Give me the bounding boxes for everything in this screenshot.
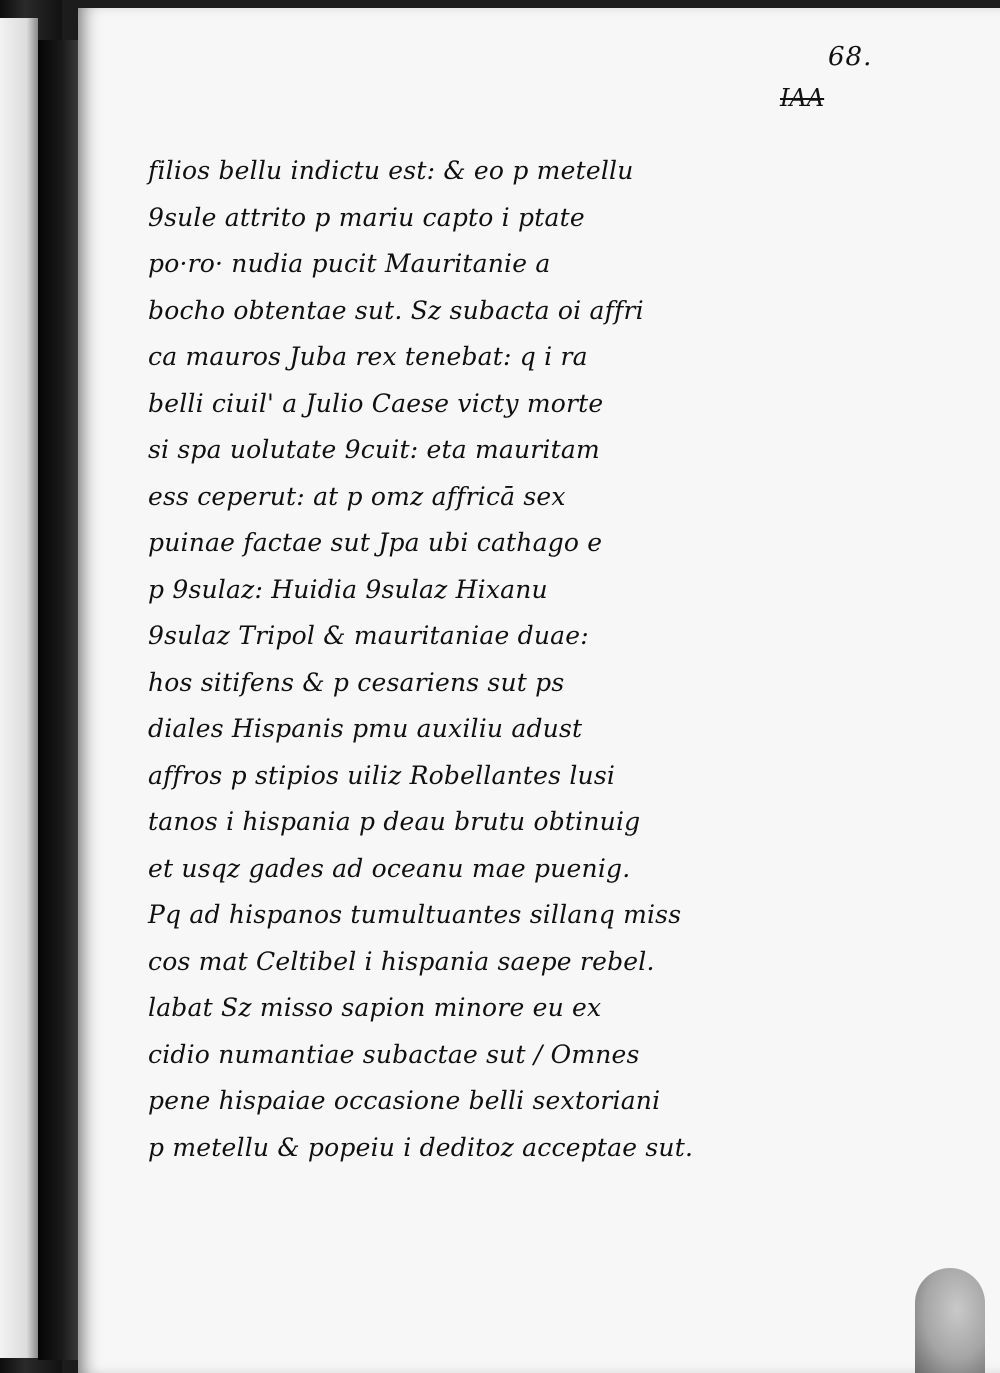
struck-folio-number: IAA [780, 84, 825, 112]
text-line: 9sulaz Tripol & mauritaniae duae: [148, 621, 589, 650]
text-line: 9sule attrito p mariu capto i ptate [148, 202, 585, 232]
text-line: cos mat Celtibel i hispania saepe rebel. [148, 946, 655, 976]
text-line: hos sitifens & p cesariens sut ps [148, 667, 565, 697]
text-line: si spa uolutate 9cuit: eta mauritam [148, 435, 600, 464]
text-line: bocho obtentae sut. Sz subacta oi affri [148, 295, 644, 325]
text-line: cidio numantiae subactae sut / Omnes [148, 1039, 640, 1069]
text-line: Pq ad hispanos tumultuantes sillanq miss [148, 900, 682, 929]
text-line: ess ceperut: at p omz affricā sex [148, 481, 566, 511]
text-line: pene hispaiae occasione belli sextoriani [148, 1086, 661, 1115]
text-line: po·ro· nudia pucit Mauritanie a [148, 249, 551, 278]
gutter-shadow [38, 40, 78, 1360]
text-line: et usqz gades ad oceanu mae puenig. [148, 853, 631, 883]
facing-page-edge [0, 18, 40, 1358]
manuscript-text [148, 148, 848, 1171]
text-line: p 9sulaz: Huidia 9sulaz Hixanu [148, 574, 548, 604]
folio-number: 68. [828, 42, 873, 72]
text-line: affros p stipios uiliz Robellantes lusi [148, 760, 616, 790]
text-line: labat Sz misso sapion minore eu ex [148, 993, 602, 1022]
text-line: p metellu & popeiu i deditoz acceptae sut. [148, 1132, 694, 1162]
text-line: belli ciuil' a Julio Caese victy morte [148, 388, 604, 418]
holder-thumb [915, 1268, 985, 1373]
text-line: filios bellu indictu est: & eo p metellu [148, 156, 634, 185]
text-line: diales Hispanis pmu auxiliu adust [148, 714, 583, 743]
text-line: ca mauros Juba rex tenebat: q i ra [148, 342, 588, 371]
text-line: puinae factae sut Jpa ubi cathago e [148, 528, 603, 557]
text-line: tanos i hispania p deau brutu obtinuig [148, 807, 641, 836]
